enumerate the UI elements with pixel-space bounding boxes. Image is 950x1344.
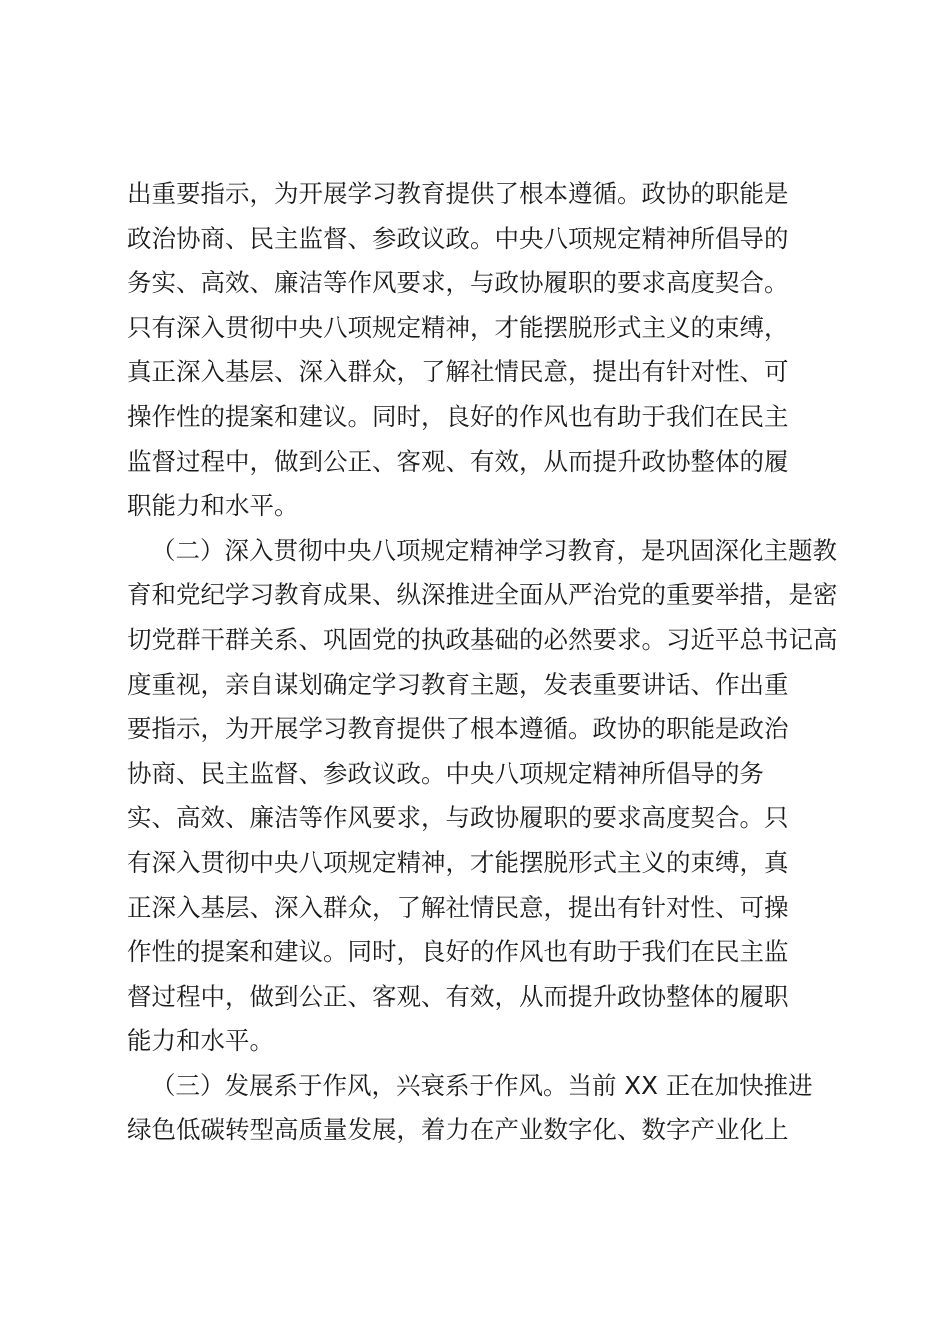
text-line: 监督过程中，做到公正、客观、有效，从而提升政协整体的履 <box>127 446 789 476</box>
text-line: （三）发展系于作风，兴衰系于作风。当前 XX 正在加快推进 <box>151 1070 813 1100</box>
text-line: 育和党纪学习教育成果、纵深推进全面从严治党的重要举措，是密 <box>127 580 838 610</box>
text-line: 能力和水平。 <box>127 1026 274 1056</box>
text-line: 度重视，亲自谋划确定学习教育主题，发表重要讲话、作出重 <box>127 669 789 699</box>
text-line: 正深入基层、深入群众，了解社情民意，提出有针对性、可操 <box>127 892 789 922</box>
text-line: 务实、高效、廉洁等作风要求，与政协履职的要求高度契合。 <box>127 268 789 298</box>
document-body <box>127 172 838 1153</box>
text-line: 要指示，为开展学习教育提供了根本遵循。政协的职能是政治 <box>127 714 789 744</box>
text-line: （二）深入贯彻中央八项规定精神学习教育，是巩固深化主题教 <box>151 535 837 565</box>
paragraph-1 <box>127 172 827 529</box>
text-line: 出重要指示，为开展学习教育提供了根本遵循。政协的职能是 <box>127 179 789 208</box>
text-line: 督过程中，做到公正、客观、有效，从而提升政协整体的履职 <box>127 981 789 1011</box>
paragraph-3 <box>127 1064 827 1153</box>
text-line: 作性的提案和建议。同时，良好的作风也有助于我们在民主监 <box>127 937 789 967</box>
text-line: 政治协商、民主监督、参政议政。中央八项规定精神所倡导的 <box>127 223 789 253</box>
paragraph-2 <box>127 529 838 1064</box>
text-line: 实、高效、廉洁等作风要求，与政协履职的要求高度契合。只 <box>127 803 789 833</box>
text-line: 操作性的提案和建议。同时，良好的作风也有助于我们在民主 <box>127 401 789 431</box>
text-line: 有深入贯彻中央八项规定精神，才能摆脱形式主义的束缚，真 <box>127 847 789 877</box>
text-line: 协商、民主监督、参政议政。中央八项规定精神所倡导的务 <box>127 758 764 788</box>
text-line: 绿色低碳转型高质量发展，着力在产业数字化、数字产业化上 <box>127 1115 789 1145</box>
text-line: 只有深入贯彻中央八项规定精神，才能摆脱形式主义的束缚， <box>127 312 789 342</box>
text-line: 职能力和水平。 <box>127 491 299 521</box>
text-line: 切党群干群关系、巩固党的执政基础的必然要求。习近平总书记高 <box>127 624 838 654</box>
text-line: 真正深入基层、深入群众，了解社情民意，提出有针对性、可 <box>127 357 789 387</box>
